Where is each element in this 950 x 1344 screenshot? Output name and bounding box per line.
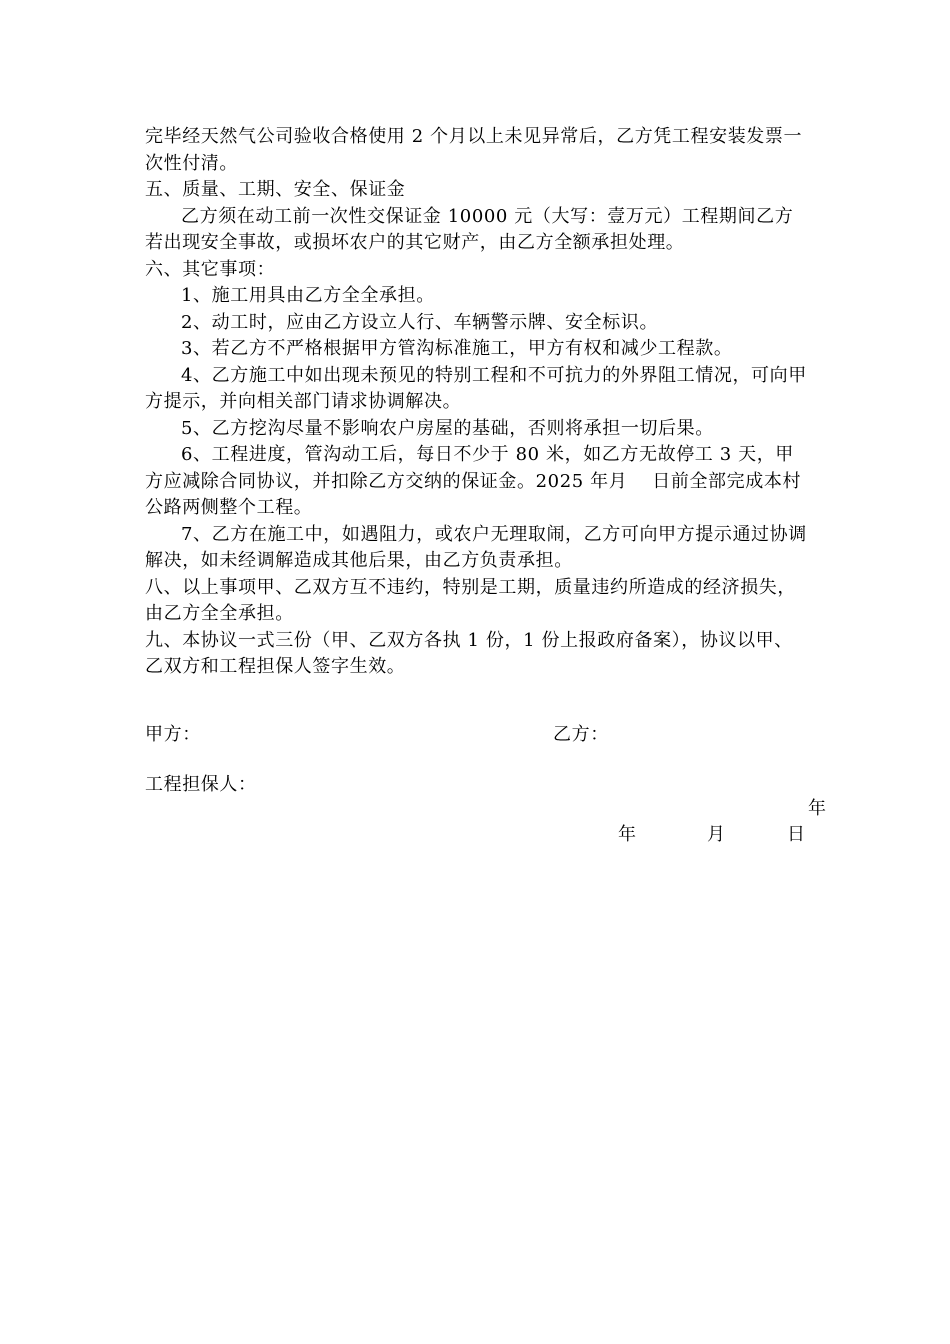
section-heading-other: 六、其它事项： [145,258,276,280]
date-day: 日 [787,824,806,845]
list-item-7: 7、乙方在施工中，如遇阻力，或农户无理取闹，乙方可向甲方提示通过协调解决，如未经调解造成其他后果，由乙方负责承担。 [145,523,807,571]
party-a-label: 甲方： [145,724,201,745]
section-nine: 九、本协议一式三份（甲、乙双方各执 1 份，1 份上报政府备案），协议以甲、乙双方和工程担保人签字生效。 [145,629,793,677]
section-eight: 八、以上事项甲、乙双方互不违约，特别是工期，质量违约所造成的经济损失，由乙方全全承担。 [145,576,796,624]
list-item-4: 4、乙方施工中如出现未预见的特别工程和不可抗力的外界阻工情况，可向甲方提示，并向相关部门请求协调解决。 [145,364,807,412]
party-b-label: 乙方： [553,724,609,745]
list-item-5: 5、乙方挖沟尽量不影响农户房屋的基础，否则将承担一切后果。 [181,417,714,439]
date-year: 年 [618,824,637,845]
date-month: 月 [707,824,726,845]
list-item-1: 1、施工用具由乙方全全承担。 [181,285,435,306]
contract-body [145,124,810,681]
list-item-2: 2、动工时，应由乙方设立人行、车辆警示牌、安全标识。 [181,311,659,333]
paragraph-deposit: 乙方须在动工前一次性交保证金 10000 元（大写：壹万元）工程期间乙方若出现安全事故，或损坏农户的其它财产，由乙方全额承担处理。 [145,205,794,253]
date-year-top: 年 [808,798,827,819]
list-item-6: 6、工程进度，管沟动工后，每日不少于 80 米，如乙方无故停工 3 天，甲方应减除合同协议，并扣除乙方交纳的保证金。2025 年月 日前全部完成本村公路两侧整个工程。 [145,444,802,518]
guarantor-label: 工程担保人： [145,774,257,795]
section-heading-quality: 五、质量、工期、安全、保证金 [145,179,406,200]
list-item-3: 3、若乙方不严格根据甲方管沟标准施工，甲方有权和减少工程款。 [181,338,733,359]
paragraph-payment-terms: 完毕经天然气公司验收合格使用 2 个月以上未见异常后，乙方凭工程安装发票一次性付清。 [145,126,803,174]
